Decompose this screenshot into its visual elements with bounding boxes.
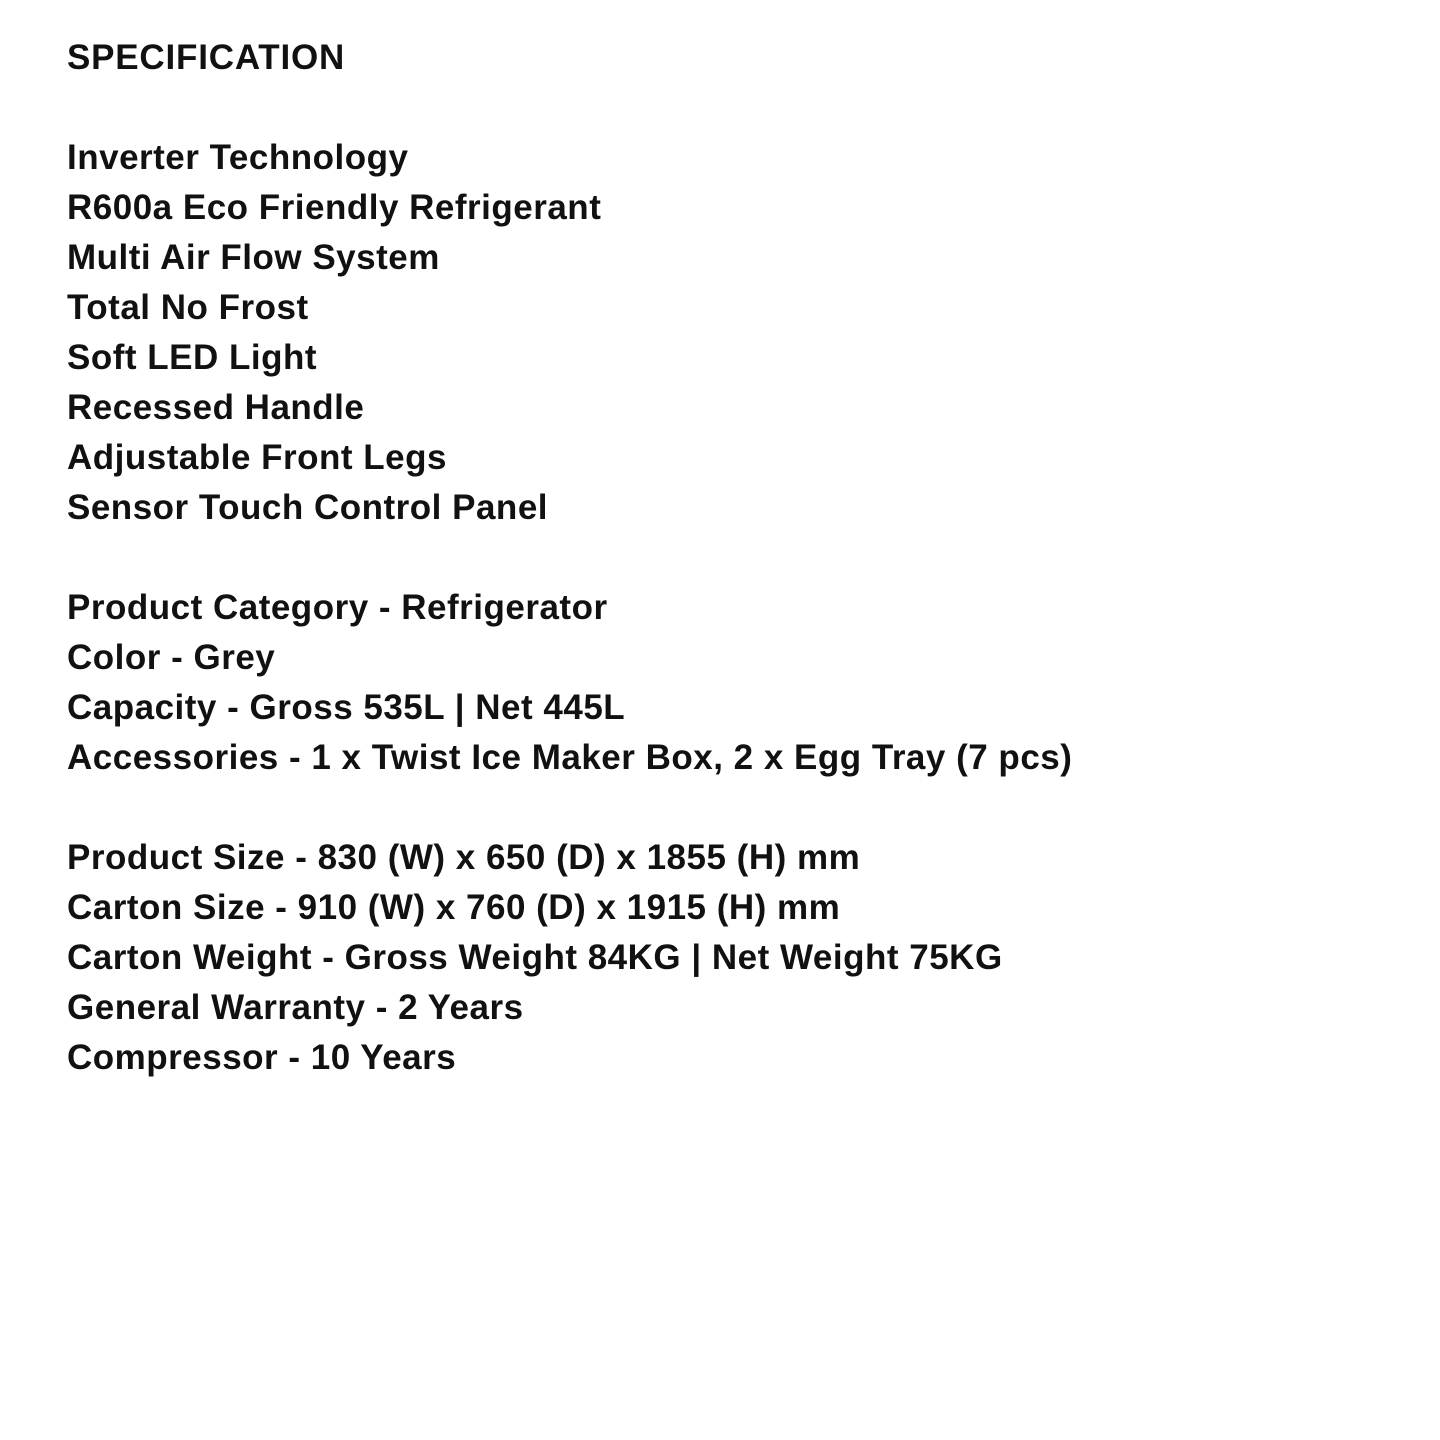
page-title: SPECIFICATION: [67, 38, 346, 77]
feature-item: Inverter Technology: [67, 138, 409, 177]
features-list: [67, 133, 1407, 533]
specification-sheet: [67, 33, 1407, 1083]
product-accessories: Accessories - 1 x Twist Ice Maker Box, 2 x Egg Tray (7 pcs): [67, 738, 1073, 777]
product-color: Color - Grey: [67, 638, 276, 677]
feature-item: Total No Frost: [67, 288, 309, 327]
product-size: Product Size - 830 (W) x 650 (D) x 1855 (H) mm: [67, 838, 861, 877]
product-category: Product Category - Refrigerator: [67, 588, 608, 627]
feature-item: Sensor Touch Control Panel: [67, 488, 549, 527]
feature-item: Recessed Handle: [67, 388, 365, 427]
feature-item: Multi Air Flow System: [67, 238, 440, 277]
compressor-warranty: Compressor - 10 Years: [67, 1038, 457, 1077]
feature-item: R600a Eco Friendly Refrigerant: [67, 188, 602, 227]
product-capacity: Capacity - Gross 535L | Net 445L: [67, 688, 626, 727]
product-info-list: [67, 583, 1407, 783]
feature-item: Soft LED Light: [67, 338, 318, 377]
dimensions-warranty-list: [67, 833, 1407, 1083]
carton-size: Carton Size - 910 (W) x 760 (D) x 1915 (H) mm: [67, 888, 841, 927]
carton-weight: Carton Weight - Gross Weight 84KG | Net Weight 75KG: [67, 938, 1003, 977]
feature-item: Adjustable Front Legs: [67, 438, 447, 477]
general-warranty: General Warranty - 2 Years: [67, 988, 524, 1027]
